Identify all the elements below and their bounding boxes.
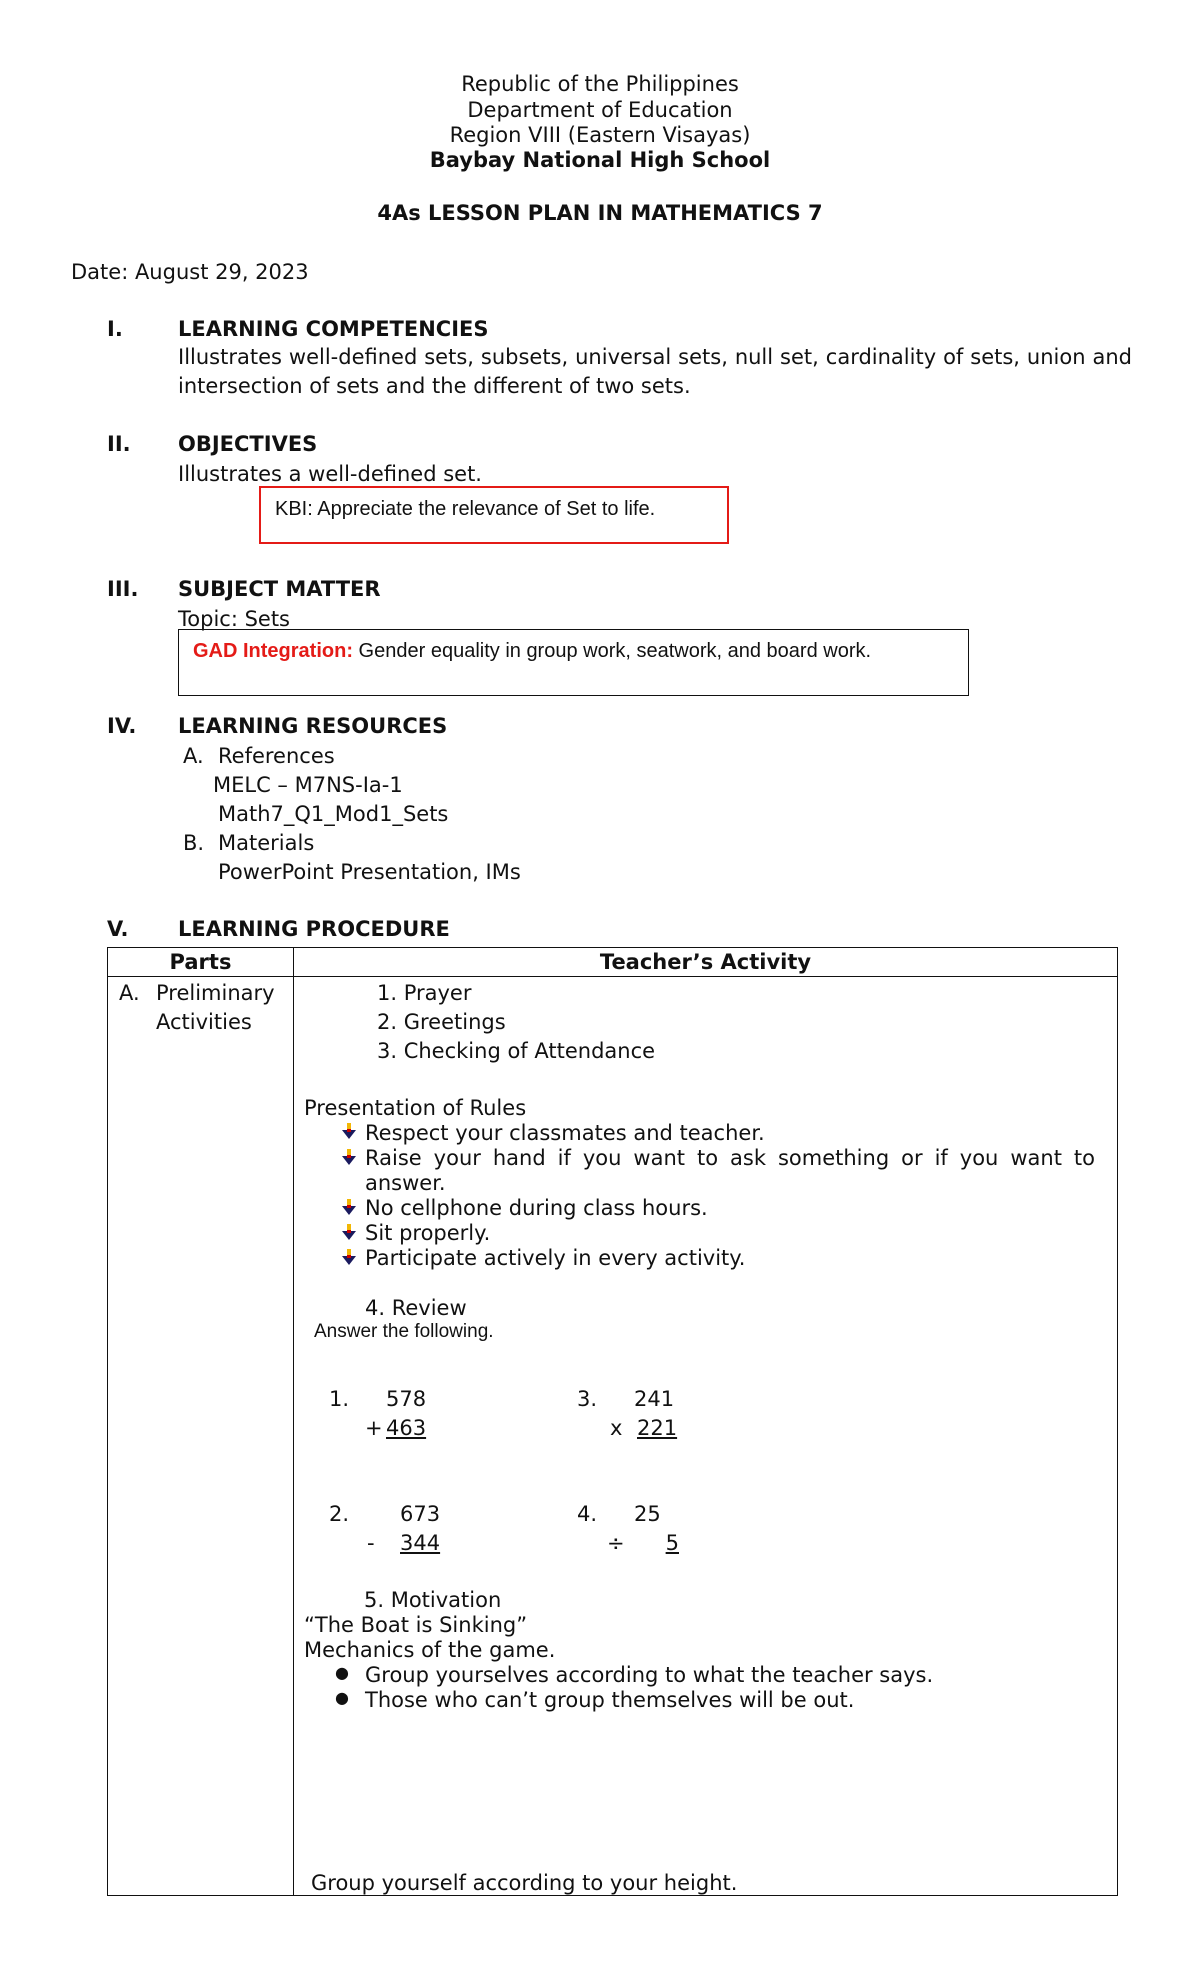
header-teacher-activity: Teacher’s Activity bbox=[294, 948, 1118, 977]
problem-3-bottom: 221 bbox=[637, 1416, 678, 1440]
section-4-number: IV. bbox=[107, 714, 137, 738]
rule-item: Sit properly. bbox=[365, 1221, 491, 1245]
problem-4-top: 25 bbox=[634, 1502, 661, 1526]
problem-2-number: 2. bbox=[329, 1502, 350, 1526]
gad-label: GAD Integration: bbox=[193, 640, 353, 662]
problem-1-bottom: 463 bbox=[386, 1416, 427, 1440]
rule-item: Raise your hand if you want to ask something or if you want to bbox=[365, 1146, 1095, 1170]
part-name-line1: Preliminary bbox=[156, 981, 275, 1005]
mechanics-item: Those who can’t group themselves will be out. bbox=[365, 1688, 855, 1712]
section-5-number: V. bbox=[107, 917, 129, 941]
procedure-table bbox=[107, 947, 1118, 1896]
header-parts: Parts bbox=[108, 948, 294, 977]
competencies-text: Illustrates well-defined sets, subsets, universal sets, null set, cardinality of sets, union and intersection of sets and the different of two sets. bbox=[178, 345, 1132, 398]
down-arrow-icon bbox=[340, 1148, 358, 1166]
reference-melc: MELC – M7NS-Ia-1 bbox=[213, 773, 403, 797]
gad-integration bbox=[193, 640, 871, 663]
part-label: A. bbox=[119, 981, 140, 1005]
kbi-text: KBI: Appreciate the relevance of Set to life. bbox=[275, 498, 656, 520]
section-5-title: LEARNING PROCEDURE bbox=[178, 917, 450, 941]
down-arrow-icon bbox=[340, 1122, 358, 1140]
problem-4-bottom: 5 bbox=[665, 1531, 679, 1555]
part-name-line2: Activities bbox=[156, 1010, 252, 1034]
step-attendance: 3. Checking of Attendance bbox=[377, 1039, 656, 1063]
lesson-date: Date: August 29, 2023 bbox=[71, 260, 309, 284]
game-title: “The Boat is Sinking” bbox=[304, 1613, 528, 1637]
resources-references: References bbox=[218, 744, 335, 768]
problem-2-operator: - bbox=[367, 1531, 375, 1555]
parts-cell bbox=[108, 977, 294, 1896]
review-instruction: Answer the following. bbox=[314, 1321, 494, 1342]
problem-3-operator: x bbox=[610, 1416, 623, 1440]
section-2-title: OBJECTIVES bbox=[178, 432, 318, 456]
section-2-number: II. bbox=[107, 432, 131, 456]
objectives-text: Illustrates a well-defined set. bbox=[178, 462, 482, 486]
kbi-box bbox=[259, 486, 729, 544]
bullet-icon: ● bbox=[335, 1688, 349, 1707]
problem-3-number: 3. bbox=[577, 1387, 598, 1411]
down-arrow-icon bbox=[340, 1223, 358, 1241]
mechanics-label: Mechanics of the game. bbox=[304, 1638, 556, 1662]
rule-item-continued: answer. bbox=[365, 1171, 446, 1195]
table-header-row bbox=[108, 948, 1118, 977]
problem-4-operator: ÷ bbox=[607, 1531, 625, 1555]
gad-text: Gender equality in group work, seatwork, and board work. bbox=[353, 640, 872, 662]
problem-4-number: 4. bbox=[577, 1502, 598, 1526]
rule-item: Respect your classmates and teacher. bbox=[365, 1121, 765, 1145]
problem-3-top: 241 bbox=[634, 1387, 675, 1411]
problem-1-top: 578 bbox=[386, 1387, 427, 1411]
gad-box bbox=[178, 629, 969, 696]
bullet-icon: ● bbox=[335, 1663, 349, 1682]
activity-cell bbox=[294, 977, 1118, 1896]
down-arrow-icon bbox=[340, 1248, 358, 1266]
problem-2-top: 673 bbox=[400, 1502, 441, 1526]
mechanics-item: Group yourselves according to what the teacher says. bbox=[365, 1663, 934, 1687]
document-title: 4As LESSON PLAN IN MATHEMATICS 7 bbox=[377, 201, 823, 225]
section-1-title: LEARNING COMPETENCIES bbox=[178, 317, 489, 341]
header-department: Department of Education bbox=[467, 98, 733, 122]
step-greetings: 2. Greetings bbox=[377, 1010, 506, 1034]
problem-1-number: 1. bbox=[329, 1387, 350, 1411]
topic-text: Topic: Sets bbox=[178, 607, 290, 631]
header-republic: Republic of the Philippines bbox=[461, 72, 739, 96]
section-4-title: LEARNING RESOURCES bbox=[178, 714, 448, 738]
header-school: Baybay National High School bbox=[429, 148, 771, 172]
rules-title: Presentation of Rules bbox=[304, 1096, 527, 1120]
rule-item: No cellphone during class hours. bbox=[365, 1196, 708, 1220]
resources-materials: Materials bbox=[218, 831, 315, 855]
resources-a-label: A. bbox=[183, 744, 204, 768]
table-row bbox=[108, 977, 1118, 1896]
step-prayer: 1. Prayer bbox=[377, 981, 472, 1005]
height-grouping-line: Group yourself according to your height. bbox=[311, 1871, 738, 1895]
motivation-title: 5. Motivation bbox=[364, 1588, 502, 1612]
rule-item: Participate actively in every activity. bbox=[365, 1246, 746, 1270]
problem-2-bottom: 344 bbox=[400, 1531, 441, 1555]
down-arrow-icon bbox=[340, 1198, 358, 1216]
section-3-number: III. bbox=[107, 577, 139, 601]
review-title: 4. Review bbox=[365, 1296, 467, 1320]
section-3-title: SUBJECT MATTER bbox=[178, 577, 381, 601]
header-region: Region VIII (Eastern Visayas) bbox=[449, 123, 751, 147]
resources-b-label: B. bbox=[183, 831, 205, 855]
section-1-number: I. bbox=[107, 317, 123, 341]
problem-1-operator: + bbox=[365, 1416, 383, 1440]
materials-item: PowerPoint Presentation, IMs bbox=[218, 860, 521, 884]
reference-module: Math7_Q1_Mod1_Sets bbox=[218, 802, 449, 826]
